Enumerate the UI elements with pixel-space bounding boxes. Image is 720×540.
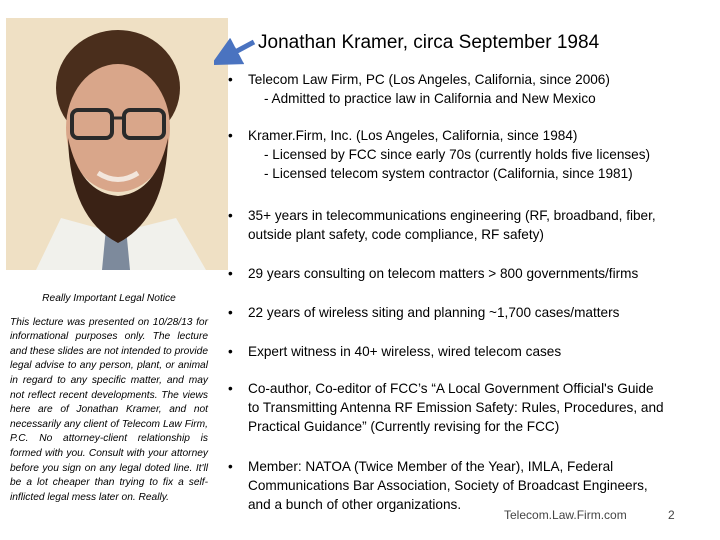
bullet-expert-witness: • Expert witness in 40+ wireless, wired telecom cases: [228, 344, 562, 359]
page-number: 2: [668, 508, 675, 522]
legal-notice-body: This lecture was presented on 10/28/13 for informational purposes only. The lecture and these slides are not intended to provide legal advise to any person, plant, or animal in regard to any specific matter, and may not reflect recent developments. The views here are of Jonathan Kramer, and not necessarily any client of Telecom Law Firm, P.C. No attorney-client relationship is formed with you. Consult with your attorney before you sign on any legal doted line. It'll be a lot cheaper than trying to fix a self-inflicted legal mess later on. Really.: [10, 316, 208, 503]
portrait-photo: [6, 18, 228, 270]
bullet-consulting: • 29 years consulting on telecom matters > 800 governments/firms: [228, 266, 639, 281]
bullet-memberships: • Member: NATOA (Twice Member of the Year), IMLA, Federal Communications Bar Association, Society of Broadcast Engineers, and a bunch of other organizations.: [228, 459, 648, 512]
arrow-pointing-left-icon: [214, 36, 258, 66]
bullet-kramer-firm: • Kramer.Firm, Inc. (Los Angeles, California, since 1984) - Licensed by FCC since early 70s (currently holds five licenses) - Licensed telecom system contractor (California, since 1981): [228, 128, 651, 181]
bullet-engineering-years: • 35+ years in telecommunications engineering (RF, broadband, fiber, outside plant safety, code compliance, RF safety): [228, 208, 656, 242]
legal-notice-title: Really Important Legal Notice: [42, 293, 176, 304]
bullet-wireless-siting: • 22 years of wireless siting and planning ~1,700 cases/matters: [228, 305, 620, 320]
bullet-telecom-law-firm: • Telecom Law Firm, PC (Los Angeles, California, since 2006) - Admitted to practice law in California and New Mexico: [228, 72, 610, 106]
footer-site: Telecom.Law.Firm.com: [504, 508, 627, 522]
legal-notice: [10, 292, 208, 505]
bullet-fcc-guide: • Co-author, Co-editor of FCC’s “A Local Government Official's Guide to Transmitting Antenna RF Emission Safety: Rules, Procedures, and Practical Guidance” (Currently revising for the FCC): [228, 381, 664, 434]
page-title: Jonathan Kramer, circa September 1984: [258, 32, 600, 53]
